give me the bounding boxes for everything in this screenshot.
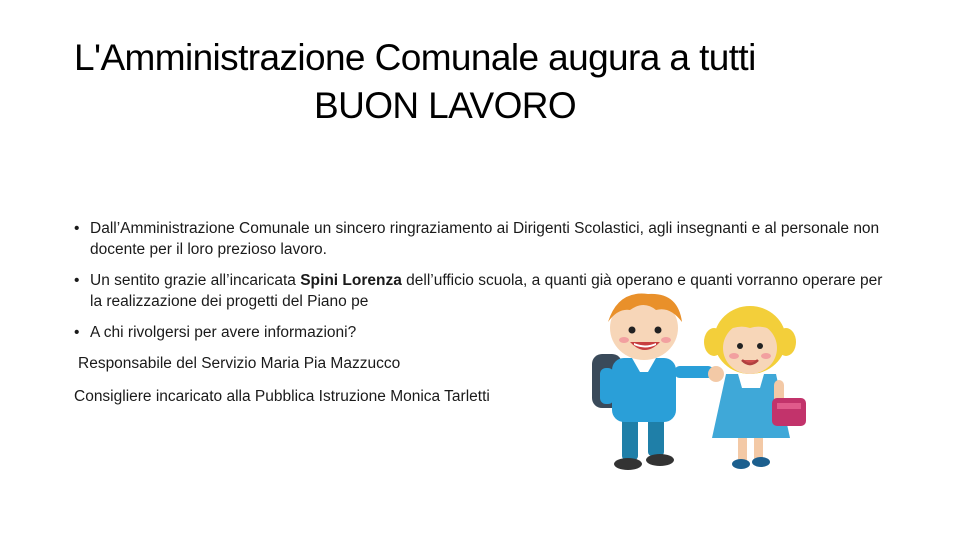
bullet-text-after: dell’ufficio scuola, a quanti già operano e quanti vorranno operare per la realizzazione dei progetti del Piano pe <box>90 272 883 310</box>
bullet-text-before: Un sentito grazie all’incaricata <box>90 272 301 289</box>
bullet-marker: • <box>74 324 80 341</box>
children-walking-to-school-illustration <box>578 288 824 474</box>
contact-responsabile: Responsabile del Servizio Maria Pia Mazzucco <box>78 355 401 372</box>
bullet-text: A chi rivolgersi per avere informazioni? <box>90 324 357 341</box>
bullet-text: Dall’Amministrazione Comunale un sincero ringraziamento ai Dirigenti Scolastici, agli insegnanti e al personale non docente per il loro prezioso lavoro. <box>90 220 880 258</box>
boy-figure <box>592 294 724 470</box>
bullet-marker: • <box>74 272 80 289</box>
bullet-item-thanks <box>74 218 894 260</box>
contact-consigliere: Consigliere incaricato alla Pubblica Istruzione Monica Tarletti <box>74 388 490 405</box>
bullet-text-name: Spini Lorenza <box>300 272 402 289</box>
title-line-1: L'Amministrazione Comunale augura a tutti <box>74 37 756 78</box>
slide-title <box>74 34 894 130</box>
bullet-marker: • <box>74 220 80 237</box>
girl-figure <box>704 306 806 469</box>
title-line-2: BUON LAVORO <box>314 85 577 126</box>
